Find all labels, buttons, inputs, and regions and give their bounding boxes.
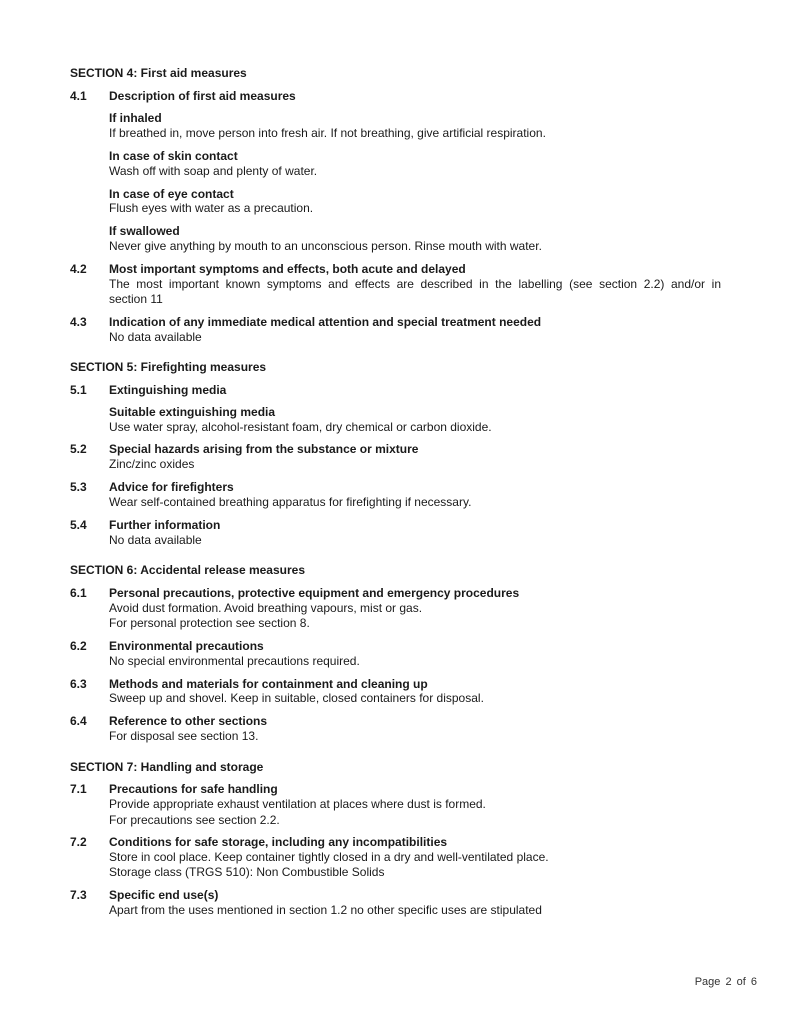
body-skin-contact: Wash off with soap and plenty of water.	[109, 164, 318, 178]
item-number-6-4: 6.4	[70, 714, 87, 728]
item-heading-6-2: Environmental precautions	[109, 639, 264, 653]
item-number-6-1: 6.1	[70, 586, 87, 600]
section-6-title: SECTION 6: Accidental release measures	[70, 563, 305, 577]
body-4-2-line-2: section 11	[109, 292, 163, 306]
body-7-2-line-2: Storage class (TRGS 510): Non Combustible Solids	[109, 865, 385, 879]
body-5-4: No data available	[109, 533, 202, 547]
item-heading-7-3: Specific end use(s)	[109, 888, 219, 902]
body-5-3: Wear self-contained breathing apparatus for firefighting if necessary.	[109, 495, 472, 509]
item-number-4-3: 4.3	[70, 315, 87, 329]
item-heading-5-3: Advice for firefighters	[109, 480, 234, 494]
subheading-suitable-media: Suitable extinguishing media	[109, 405, 276, 419]
item-heading-6-3: Methods and materials for containment and cleaning up	[109, 677, 428, 691]
item-number-6-3: 6.3	[70, 677, 87, 691]
body-5-2: Zinc/zinc oxides	[109, 457, 195, 471]
body-if-swallowed: Never give anything by mouth to an unconscious person. Rinse mouth with water.	[109, 239, 542, 253]
page-number: Page 2 of 6	[694, 976, 757, 988]
item-number-5-4: 5.4	[70, 518, 87, 532]
item-heading-5-2: Special hazards arising from the substance or mixture	[109, 442, 419, 456]
item-heading-5-1: Extinguishing media	[109, 383, 227, 397]
item-number-4-2: 4.2	[70, 262, 87, 276]
body-suitable-media: Use water spray, alcohol-resistant foam, dry chemical or carbon dioxide.	[109, 420, 492, 434]
item-heading-4-3: Indication of any immediate medical attention and special treatment needed	[109, 315, 542, 329]
section-7-title: SECTION 7: Handling and storage	[70, 760, 264, 774]
section-4-title: SECTION 4: First aid measures	[70, 66, 247, 80]
item-number-7-2: 7.2	[70, 835, 87, 849]
body-6-1-line-1: Avoid dust formation. Avoid breathing vapours, mist or gas.	[109, 601, 423, 615]
item-heading-5-4: Further information	[109, 518, 221, 532]
item-heading-7-1: Precautions for safe handling	[109, 782, 278, 796]
item-number-5-2: 5.2	[70, 442, 87, 456]
body-if-inhaled: If breathed in, move person into fresh air. If not breathing, give artificial respiration.	[109, 126, 546, 140]
item-number-5-3: 5.3	[70, 480, 87, 494]
item-heading-6-4: Reference to other sections	[109, 714, 268, 728]
subheading-if-inhaled: If inhaled	[109, 111, 162, 125]
body-7-1-line-2: For precautions see section 2.2.	[109, 813, 280, 827]
item-heading-7-2: Conditions for safe storage, including any incompatibilities	[109, 835, 448, 849]
section-5-title: SECTION 5: Firefighting measures	[70, 360, 267, 374]
item-heading-4-2: Most important symptoms and effects, both acute and delayed	[109, 262, 466, 276]
item-heading-6-1: Personal precautions, protective equipment and emergency procedures	[109, 586, 520, 600]
body-7-2-line-1: Store in cool place. Keep container tightly closed in a dry and well-ventilated place.	[109, 850, 549, 864]
body-6-3: Sweep up and shovel. Keep in suitable, closed containers for disposal.	[109, 691, 484, 705]
body-4-2-line-1: The most important known symptoms and effects are described in the labelling (see section 2.2) and/or in	[109, 277, 721, 291]
item-number-4-1: 4.1	[70, 89, 87, 103]
item-number-6-2: 6.2	[70, 639, 87, 653]
body-4-3: No data available	[109, 330, 202, 344]
subheading-if-swallowed: If swallowed	[109, 224, 180, 238]
item-heading-4-1: Description of first aid measures	[109, 89, 296, 103]
body-7-1-line-1: Provide appropriate exhaust ventilation at places where dust is formed.	[109, 797, 486, 811]
body-eye-contact: Flush eyes with water as a precaution.	[109, 201, 314, 215]
subheading-eye-contact: In case of eye contact	[109, 187, 234, 201]
item-number-5-1: 5.1	[70, 383, 87, 397]
body-6-1-line-2: For personal protection see section 8.	[109, 616, 310, 630]
body-6-2: No special environmental precautions required.	[109, 654, 360, 668]
body-7-3: Apart from the uses mentioned in section 1.2 no other specific uses are stipulated	[109, 903, 542, 917]
item-number-7-3: 7.3	[70, 888, 87, 902]
item-number-7-1: 7.1	[70, 782, 87, 796]
body-6-4: For disposal see section 13.	[109, 729, 259, 743]
subheading-skin-contact: In case of skin contact	[109, 149, 238, 163]
